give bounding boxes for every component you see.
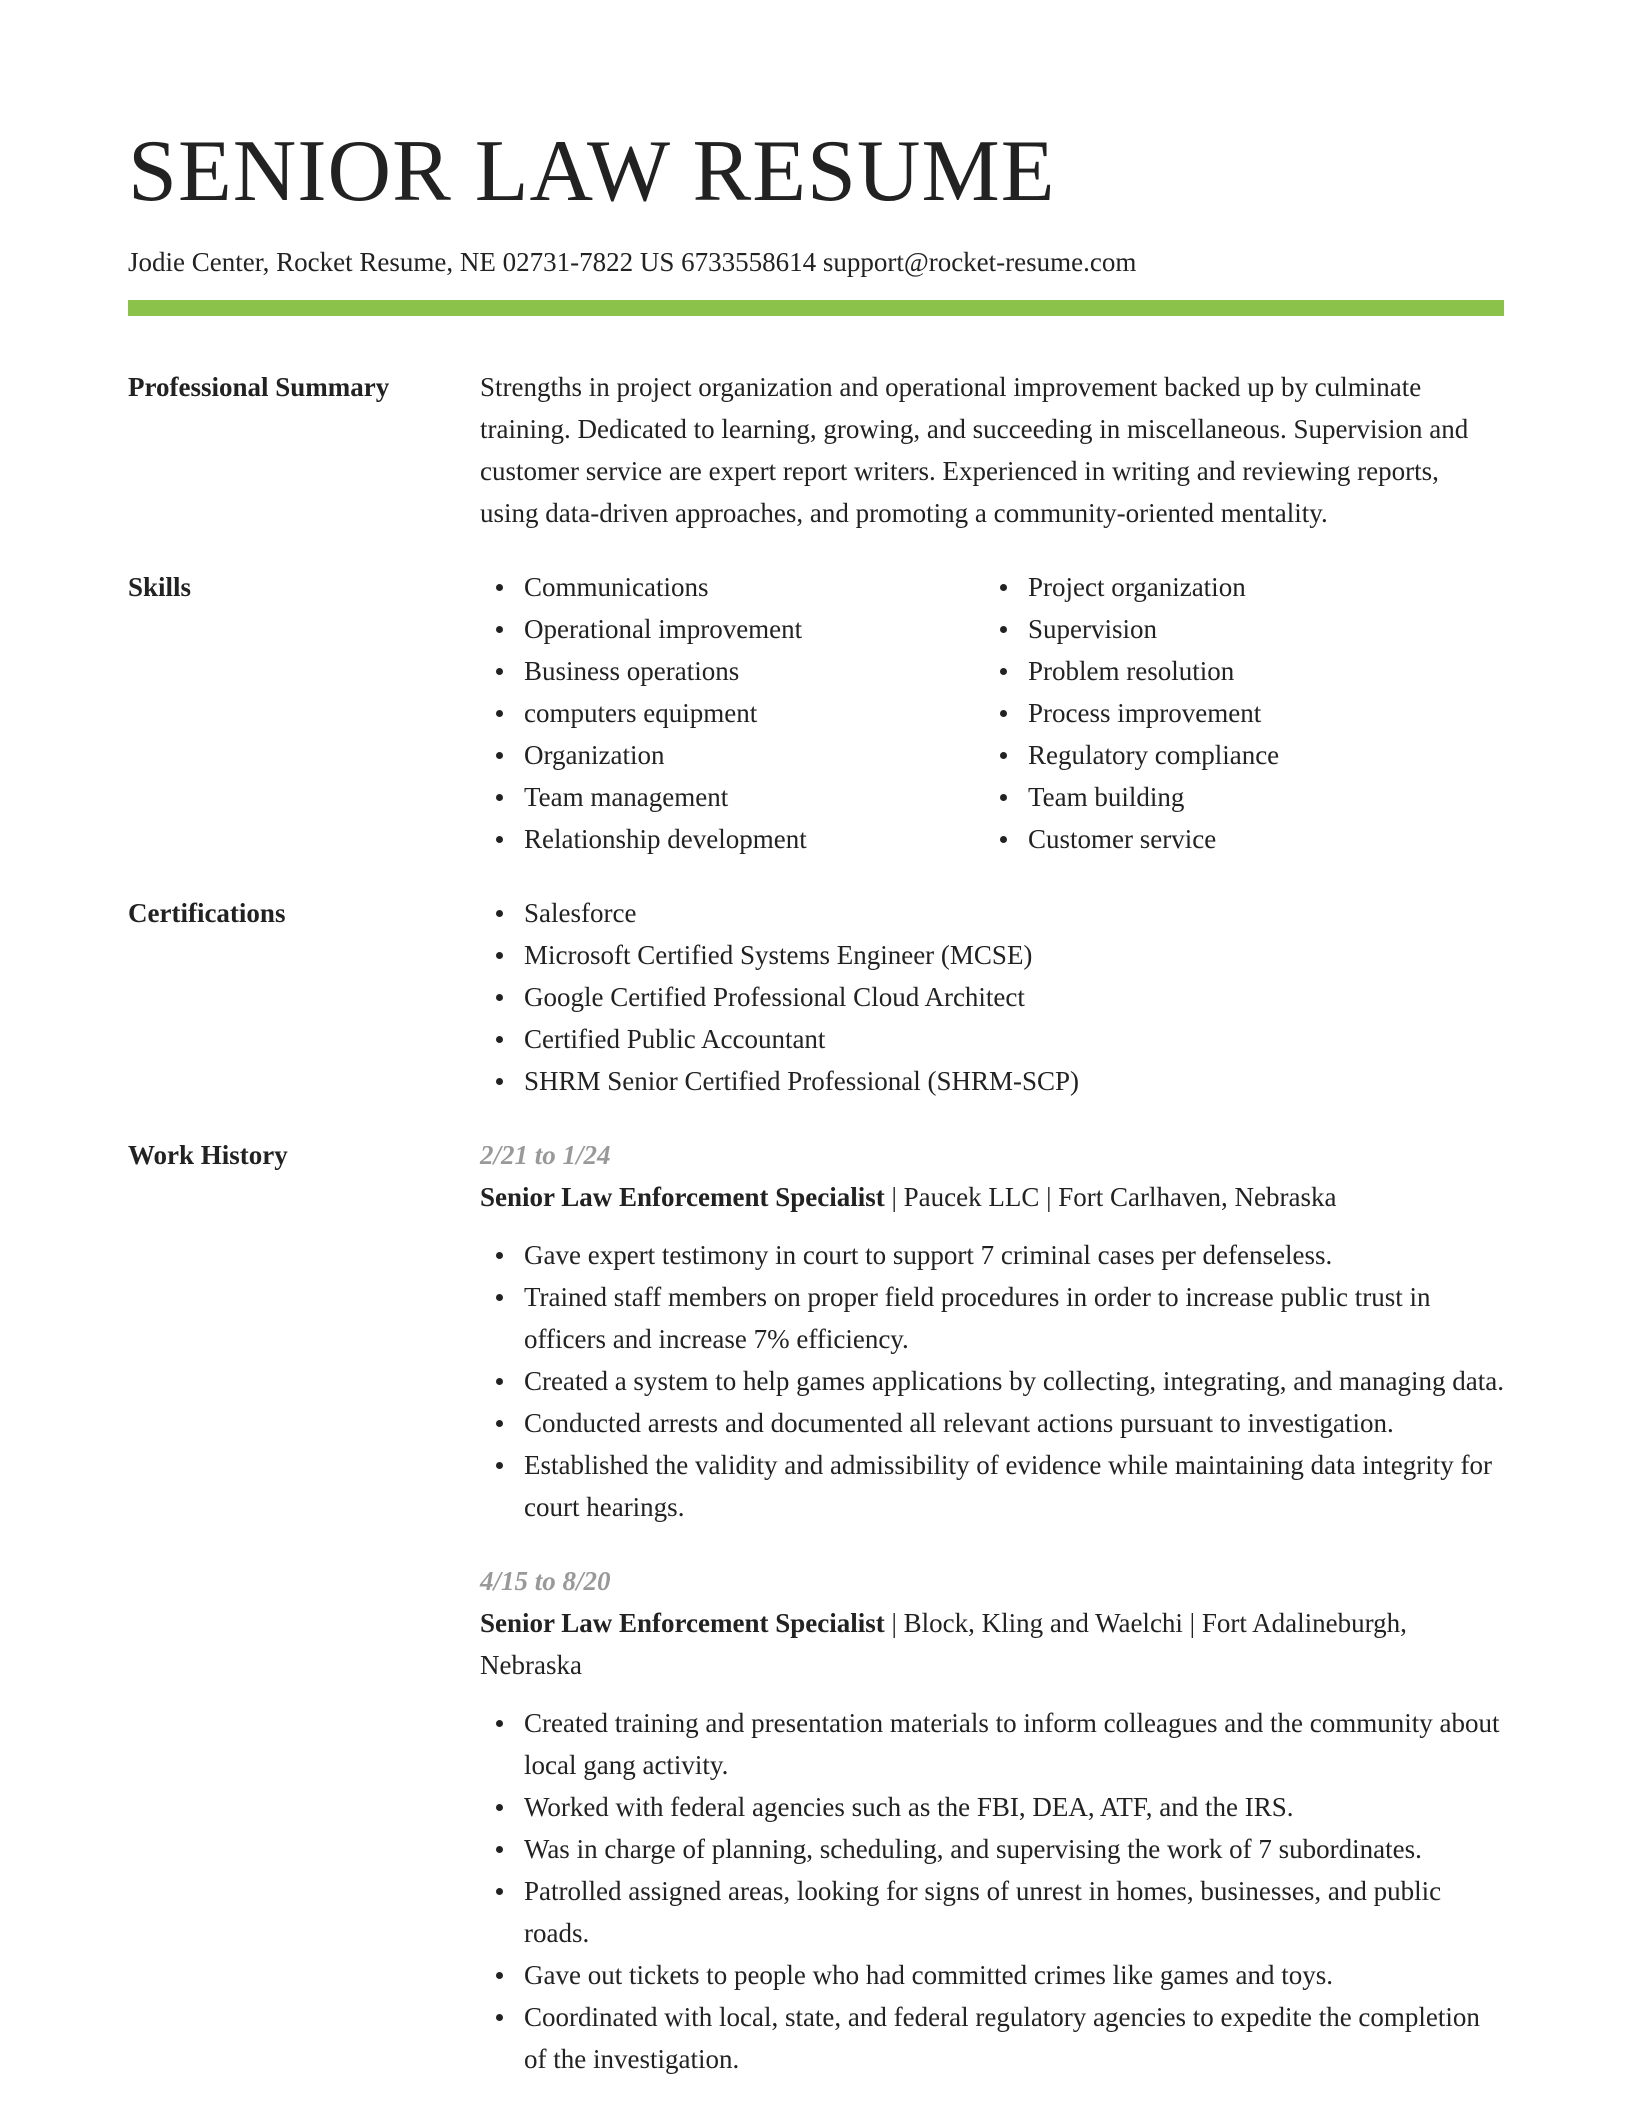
skill-item: Communications (480, 566, 984, 608)
job-employer-location: | Paucek LLC | Fort Carlhaven, Nebraska (884, 1182, 1337, 1212)
skill-item: Team building (984, 776, 1488, 818)
job-dates: 4/15 to 8/20 (480, 1566, 611, 1596)
job-duty-item: Gave expert testimony in court to support 7 criminal cases per defenseless. (480, 1234, 1504, 1276)
job-duty-item: Trained staff members on proper field procedures in order to increase public trust in officers and increase 7% efficiency. (480, 1276, 1504, 1360)
job-duty-item: Worked with federal agencies such as the FBI, DEA, ATF, and the IRS. (480, 1786, 1504, 1828)
skill-item: Relationship development (480, 818, 984, 860)
summary-text: Strengths in project organization and operational improvement backed up by culminate training. Dedicated to learning, growing, and succeeding in miscellaneous. Supervision and customer service are expert report writers. Experienced in writing and reviewing reports, using data-driven approaches, and promoting a community-oriented mentality. (480, 372, 1469, 528)
job-duty-item: Created a system to help games applications by collecting, integrating, and managing data. (480, 1360, 1504, 1402)
resume-title: SENIOR LAW RESUME (128, 123, 1056, 220)
certification-item: Certified Public Accountant (480, 1018, 1504, 1060)
certifications-section (128, 892, 1504, 1102)
certification-item: SHRM Senior Certified Professional (SHRM-SCP) (480, 1060, 1504, 1102)
job-duties-list (480, 1702, 1504, 2080)
summary-section (128, 366, 1504, 534)
certification-item: Microsoft Certified Systems Engineer (MCSE) (480, 934, 1504, 976)
skill-item: Problem resolution (984, 650, 1488, 692)
job-heading (480, 1602, 1504, 1686)
job-duty-item: Coordinated with local, state, and federal regulatory agencies to expedite the completion of the investigation. (480, 1996, 1504, 2080)
job-title: Senior Law Enforcement Specialist (480, 1182, 885, 1212)
job-entry (480, 1560, 1504, 2080)
contact-line: Jodie Center, Rocket Resume, NE 02731-7822 US 6733558614 support@rocket-resume.com (128, 247, 1137, 277)
skills-section (128, 566, 1504, 860)
job-title: Senior Law Enforcement Specialist (480, 1608, 885, 1638)
job-duty-item: Patrolled assigned areas, looking for signs of unrest in homes, businesses, and public roads. (480, 1870, 1504, 1954)
skills-list-left (480, 566, 984, 860)
work-history-section (128, 1134, 1504, 2080)
certification-item: Salesforce (480, 892, 1504, 934)
certifications-list (480, 892, 1504, 1102)
job-dates: 2/21 to 1/24 (480, 1140, 611, 1170)
job-employer-location: | Block, Kling and Waelchi | Fort Adalineburgh, Nebraska (480, 1608, 1407, 1680)
certifications-heading: Certifications (128, 898, 286, 928)
job-heading (480, 1176, 1504, 1218)
job-duties-list (480, 1234, 1504, 1528)
job-duty-item: Created training and presentation materials to inform colleagues and the community about local gang activity. (480, 1702, 1504, 1786)
skill-item: Regulatory compliance (984, 734, 1488, 776)
certification-item: Google Certified Professional Cloud Architect (480, 976, 1504, 1018)
summary-heading: Professional Summary (128, 372, 390, 402)
work-history-heading: Work History (128, 1140, 288, 1170)
skill-item: Operational improvement (480, 608, 984, 650)
skill-item: Business operations (480, 650, 984, 692)
skill-item: Project organization (984, 566, 1488, 608)
skills-list-right (984, 566, 1488, 860)
job-entry (480, 1134, 1504, 1528)
skill-item: Customer service (984, 818, 1488, 860)
skill-item: Supervision (984, 608, 1488, 650)
skill-item: Process improvement (984, 692, 1488, 734)
job-duty-item: Was in charge of planning, scheduling, and supervising the work of 7 subordinates. (480, 1828, 1504, 1870)
skills-heading: Skills (128, 572, 192, 602)
job-duty-item: Established the validity and admissibility of evidence while maintaining data integrity for court hearings. (480, 1444, 1504, 1528)
accent-divider (128, 300, 1504, 316)
skill-item: Organization (480, 734, 984, 776)
resume-page (128, 118, 1504, 2080)
skill-item: computers equipment (480, 692, 984, 734)
job-duty-item: Conducted arrests and documented all relevant actions pursuant to investigation. (480, 1402, 1504, 1444)
job-duty-item: Gave out tickets to people who had committed crimes like games and toys. (480, 1954, 1504, 1996)
skill-item: Team management (480, 776, 984, 818)
